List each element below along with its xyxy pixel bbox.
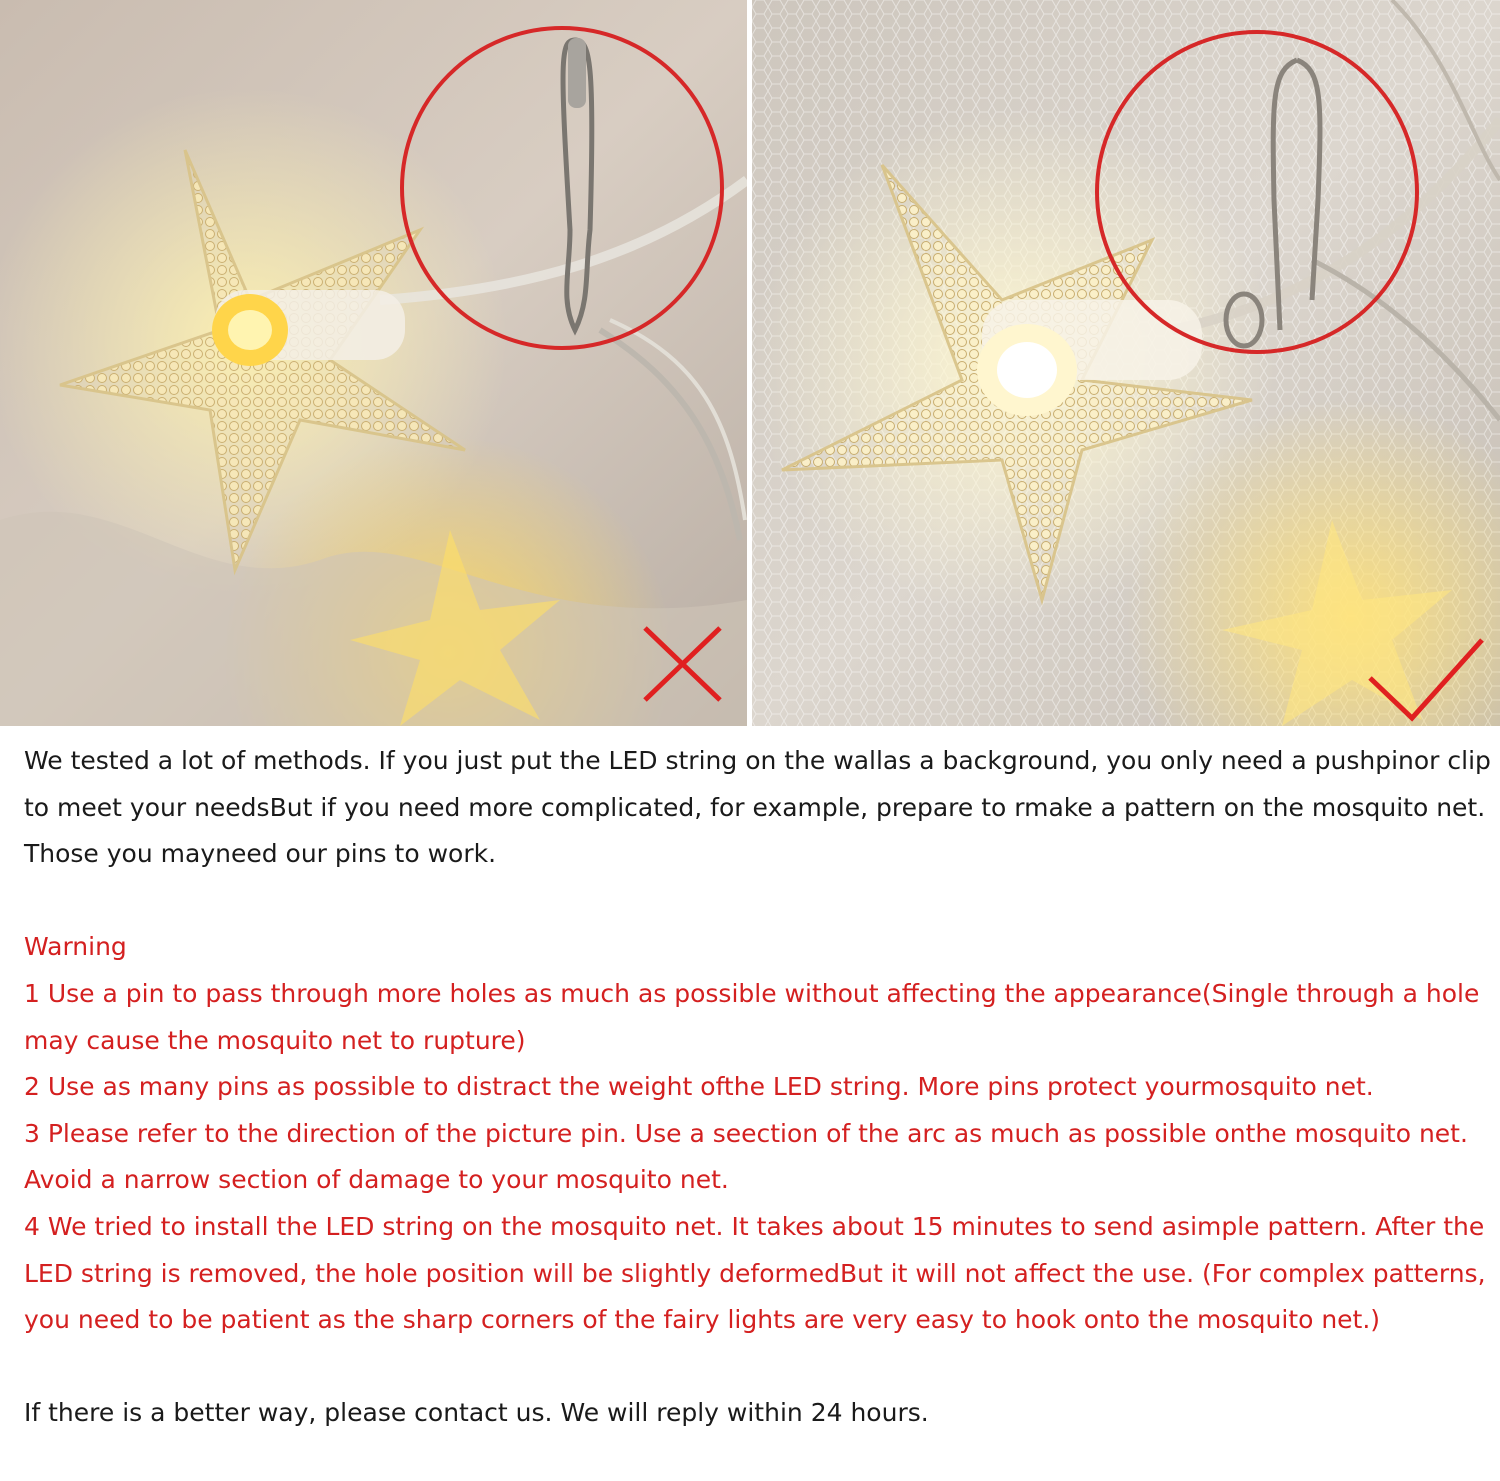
wrong-method-photo bbox=[0, 0, 747, 726]
correct-method-photo bbox=[752, 0, 1500, 726]
warning-item: 3 Please refer to the direction of the picture pin. Use a seection of the arc as much as possible onthe mosquito net. Avoid a narrow section of damage to your mosquito net. bbox=[24, 1118, 1468, 1195]
comparison-photos bbox=[0, 0, 1500, 726]
warning-item: 2 Use as many pins as possible to distract the weight ofthe LED string. More pins protect yourmosquito net. bbox=[24, 1072, 1374, 1102]
contact-paragraph: If there is a better way, please contact us. We will reply within 24 hours. bbox=[24, 1398, 929, 1428]
instructions-text bbox=[24, 738, 1492, 1437]
intro-paragraph: We tested a lot of methods. If you just put the LED string on the wallas a background, you only need a pushpinor clip to meet your needsBut if you need more complicated, for example, prepare to rmake a pattern on the mosquito net. Those you mayneed our pins to work. bbox=[24, 746, 1491, 869]
warning-item: 4 We tried to install the LED string on the mosquito net. It takes about 15 minutes to send asimple pattern. After the LED string is removed, the hole position will be slightly deformedBut it will not affect the use. (For complex patterns, you need to be patient as the sharp corners of the fairy lights are very easy to hook onto the mosquito net.) bbox=[24, 1211, 1486, 1335]
warning-item: 1 Use a pin to pass through more holes as much as possible without affecting the appearance(Single through a hole may cause the mosquito net to rupture) bbox=[24, 978, 1480, 1055]
warning-title: Warning bbox=[24, 932, 127, 962]
